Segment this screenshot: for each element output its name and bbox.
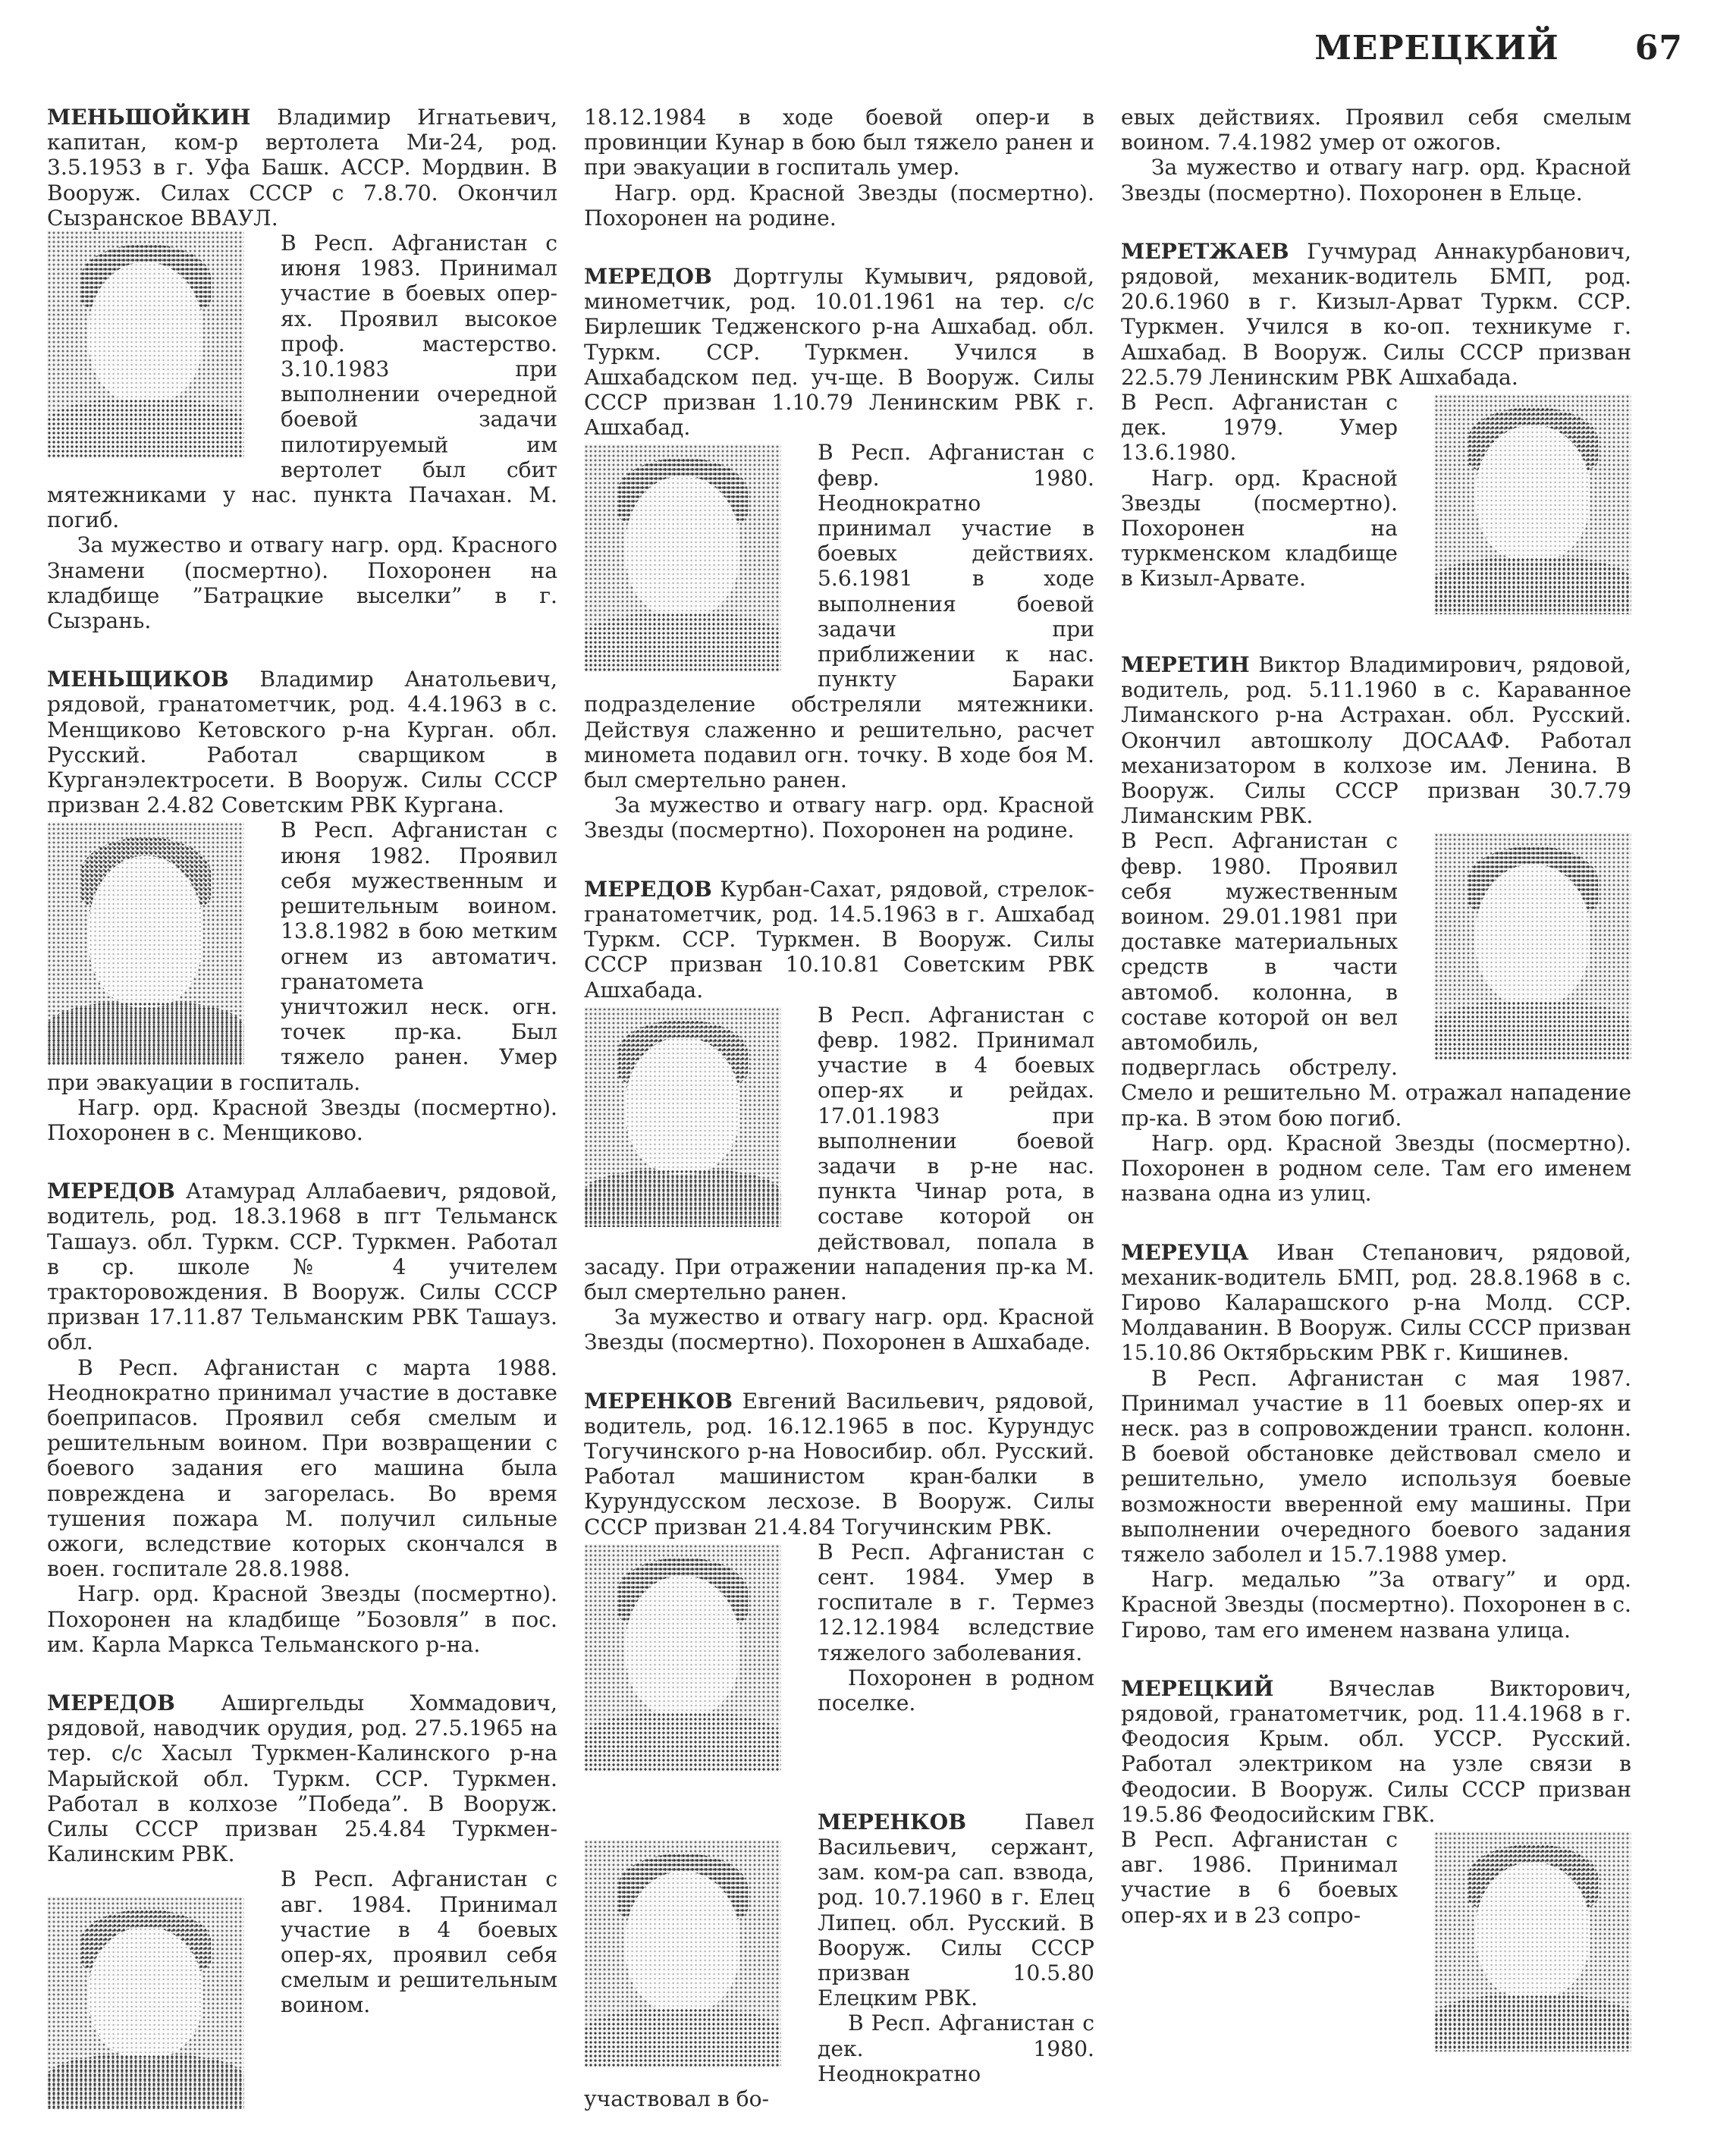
entry-merenkov-pavel — [584, 1810, 1094, 2111]
surname: МЕРЕДОВ — [47, 1179, 175, 1204]
running-head-title: МЕРЕЦКИЙ — [1314, 29, 1559, 67]
entry-paragraph: Вячеслав Викторович, рядовой, гранатометчик, род. 11.4.1968 в г. Феодосия Крым. обл. УССР. Русский. Работал электриком на узле связи в Феодосии. В Вооруж. Силы СССР призван 19.5.86 Феодосийским ГВК. — [1121, 1675, 1631, 1827]
photo-face — [89, 1927, 203, 2059]
running-head — [1314, 29, 1683, 67]
entry-heading-line — [1121, 1676, 1631, 1827]
portrait-photo — [47, 822, 244, 1065]
entry-meretskiy — [1121, 1676, 1631, 2056]
entry-heading-line — [584, 264, 1094, 440]
entry-paragraph: В Респ. Афганистан с февр. 1982. Принимал участие в 4 боевых опер-ях и рейдах. 17.01.1983 при выполнении боевой задачи в р-не нас. пункта Чинар рота, в составе которой он действовал, попала в засаду. При отражении нападения пр-ка М. был смертельно ранен. — [584, 1002, 1094, 1304]
entry-paragraph: Владимир Анатольевич, рядовой, гранатометчик, род. 4.4.1963 в с. Менщиково Кетовского р-на Курган. обл. Русский. Работал сварщиком в Курганэлектросети. В Вооруж. Силы СССР призван 2.4.82 Советским РВК Кургана. — [47, 667, 557, 818]
entry-heading-line — [47, 667, 557, 818]
entry-paragraph: Нагр. орд. Красной Звезды (посмертно). Похоронен на родине. — [584, 180, 1094, 231]
surname: МЕРЕДОВ — [584, 264, 712, 290]
entry-meredov-atamurad — [47, 1179, 557, 1657]
entry-heading-line — [584, 877, 1094, 1003]
entry-paragraph: За мужество и отвагу нагр. орд. Красной Звезды (посмертно). Похоронен в Ельце. — [1121, 155, 1631, 206]
photo-shoulders — [584, 1169, 781, 1226]
entry-paragraph: В Респ. Афганистан с сент. 1984. Умер в госпитале в г. Термез 12.12.1984 вследствие тяжелого заболевания. — [818, 1539, 1094, 1665]
entry-paragraph: В Респ. Афганистан с дек. 1979. Умер 13.6.1980. — [1121, 390, 1398, 466]
page-number: 67 — [1634, 29, 1683, 67]
portrait-photo — [1434, 833, 1631, 1060]
photo-face — [626, 1872, 740, 2013]
entry-paragraph: Нагр. орд. Красной Звезды (посмертно). Похоронен в с. Менщиково. — [47, 1094, 557, 1145]
surname: МЕРЕУЦА — [1121, 1239, 1249, 1265]
photo-face — [1476, 1863, 1590, 1999]
column-2 — [584, 105, 1094, 2145]
photo-shoulders — [584, 2008, 781, 2067]
column-3 — [1121, 105, 1631, 2089]
entry-paragraph: Павел Васильевич, сержант, зам. ком-ра сап. взвода, род. 10.7.1960 в г. Елец Липец. обл. Русский. В Вооруж. Силы СССР призван 10.5.80 Елецким РВК. — [818, 1809, 1094, 2011]
surname: МЕРЕДОВ — [584, 876, 712, 902]
portrait-photo — [1434, 1832, 1631, 2051]
entry-paragraph: За мужество и отвагу нагр. орд. Красного Знамени (посмертно). Похоронен на кладбище ”Батрацкие выселки” в г. Сызрань. — [47, 532, 557, 634]
entry-paragraph: В Респ. Афганистан с марта 1988. Неоднократно принимал участие в доставке боеприпасов. Проявил себя смелым и решительным воином. При возвращении с боевого задания его машина была повреждена и загорелась. Во время тушения пожара М. получил сильные ожоги, вследствие которых скончался в воен. госпитале 28.8.1988. — [47, 1354, 557, 1582]
photo-shoulders — [1434, 1001, 1631, 1060]
surname: МЕНЬЩИКОВ — [47, 667, 229, 692]
portrait-photo — [584, 1544, 781, 1772]
entry-mereutsa — [1121, 1240, 1631, 1643]
entry-paragraph: 18.12.1984 в ходе боевой опер-и в провинции Кунар в бою был тяжело ранен и при эвакуации в госпиталь умер. — [584, 105, 1094, 180]
entry-heading-line — [1121, 239, 1631, 390]
entry-paragraph: В Респ. Афганистан с мая 1987. Принимал участие в 11 боевых опер-ях и неск. раз в сопровождении трансп. колонн. В боевой обстановке действовал смело и решительно, умело используя боевые возможности вверенной ему машины. При выполнении очередного боевого задания тяжело заболел и 15.7.1988 умер. — [1121, 1365, 1631, 1567]
photo-face — [626, 476, 740, 617]
entry-paragraph: Нагр. орд. Красной Звезды (посмертно). Похоронен на туркменском кладбище в Кизыл-Арвате. — [1121, 465, 1398, 592]
entry-paragraph: Дортгулы Кумывич, рядовой, минометчик, род. 10.01.1961 на тер. с/с Бирлешик Тедженского р-на Ашхабад. обл. Туркм. ССР. Туркмен. Учился в Ашхабадском пед. уч-ще. В Вооруж. Силы СССР призван 1.10.79 Ленинским РВК г. Ашхабад. — [584, 264, 1095, 441]
entry-meredov-ashirgeldy — [47, 1690, 557, 2114]
entry-paragraph: Евгений Васильевич, рядовой, водитель, род. 16.12.1965 в пос. Курундус Тогучинского р-на Новосибир. обл. Русский. Работал машинистом кран-балки в Курундусском лесхозе. В Вооруж. Силы СССР призван 21.4.84 Тогучинским РВК. — [584, 1388, 1094, 1540]
entry-meredov-dortguly — [584, 264, 1094, 843]
entry-paragraph: За мужество и отвагу нагр. орд. Красной Звезды (посмертно). Похоронен в Ашхабаде. — [584, 1304, 1094, 1355]
entry-paragraph: Похоронен в родном поселке. — [818, 1665, 1094, 1715]
surname: МЕРЕНКОВ — [584, 1388, 733, 1414]
entry-paragraph: В Респ. Афганистан с авг. 1984. Принимал участие в 4 боевых опер-ях, проявил себя смелым и решительным воином. — [281, 1866, 557, 2018]
photo-shoulders — [584, 1712, 781, 1772]
entry-menshoykin — [47, 105, 557, 633]
entry-paragraph: В Респ. Афганистан с июня 1983. Принимал участие в боевых опер-ях. Проявил высокое проф. мастерство. 3.10.1983 при выполнении очередной боевой задачи пилотируемый им вертолет был сбит мятежниками у нас. пункта Пачахан. М. погиб. — [47, 231, 557, 533]
entry-paragraph: Нагр. орд. Красной Звезды (посмертно). Похоронен в родном селе. Там его именем названа одна из улиц. — [1121, 1130, 1631, 1207]
surname: МЕНЬШОЙКИН — [47, 105, 251, 130]
entry-meretzhaev — [1121, 239, 1631, 619]
surname: МЕРЕЦКИЙ — [1121, 1675, 1274, 1701]
entry-meretin — [1121, 652, 1631, 1206]
photo-shoulders — [1434, 1995, 1631, 2051]
entry-paragraph: Иван Степанович, рядовой, механик-водитель БМП, род. 28.8.1968 в с. Гирово Каларашского р-на Молд. ССР. Молдаванин. В Вооруж. Силы СССР призван 15.10.86 Октябрьским РВК г. Кишинев. — [1121, 1239, 1631, 1366]
entry-paragraph: Атамурад Аллабаевич, рядовой, водитель, род. 18.3.1968 в пгт Тельманск Ташауз. обл. Туркм. ССР. Туркмен. Работал в ср. школе № 4 учителем тракторовождения. В Вооруж. Силы СССР призван 17.11.87 Тельманским РВК Ташауз. обл. — [47, 1179, 557, 1355]
photo-face — [626, 1576, 740, 1717]
entry-paragraph: В Респ. Афганистан с дек. 1980. Неоднократно участвовал в бо- — [584, 2010, 1094, 2111]
surname: МЕРЕДОВ — [47, 1690, 175, 1715]
surname: МЕРЕНКОВ — [818, 1809, 967, 1835]
portrait-photo — [584, 1840, 781, 2067]
entry-heading-line — [47, 1179, 557, 1354]
entry-meredov-kurban-sakhat — [584, 877, 1094, 1355]
entry-paragraph: Курбан-Сахат, рядовой, стрелок-гранатометчик, род. 14.5.1963 в г. Ашхабад Туркм. ССР. Туркмен. В Вооруж. Силы СССР призван 10.10.81 Советским РВК Ашхабада. — [584, 876, 1094, 1003]
photo-face — [1476, 425, 1590, 562]
entry-heading-line — [47, 105, 557, 231]
surname: МЕРЕТЖАЕВ — [1121, 238, 1289, 264]
entry-menshchikov — [47, 667, 557, 1145]
photo-shoulders — [47, 1002, 244, 1065]
entry-paragraph: Владимир Игнатьевич, капитан, ком-р вертолета Ми-24, род. 3.5.1953 в г. Уфа Башк. АССР. Мордвин. В Вооруж. Силах СССР с 7.8.70. Окончил Сызранское ВВАУЛ. — [47, 105, 557, 231]
portrait-photo — [584, 444, 781, 672]
portrait-photo — [47, 1897, 244, 2109]
entry-paragraph: В Респ. Афганистан с февр. 1980. Проявил себя мужественным воином. 29.01.1981 при доставке материальных средств в части автомоб. колонна, в составе которой он вел автомобиль, подверглась обстрелу. Смело и решительно М. отражал нападение пр-ка. В этом бою погиб. — [1121, 828, 1631, 1131]
portrait-photo — [47, 231, 244, 458]
photo-shoulders — [1434, 557, 1631, 614]
photo-shoulders — [47, 399, 244, 458]
entry-paragraph: Нагр. медалью ”За отвагу” и орд. Красной Звезды (посмертно). Похоронен в с. Гирово, там его именем названа улица. — [1121, 1567, 1631, 1643]
entry-paragraph: Виктор Владимирович, рядовой, водитель, род. 5.11.1960 в с. Караванное Лиманского р-на Астрахан. обл. Русский. Окончил автошколу ДОСААФ. Работал механизатором в колхозе им. Ленина. В Вооруж. Силы СССР призван 30.7.79 Лиманским РВК. — [1121, 652, 1631, 829]
entry-paragraph: Аширгельды Хоммадович, рядовой, наводчик орудия, род. 27.5.1965 на тер. с/с Хасыл Туркмен-Калинского р-на Марыйской обл. Туркм. ССР. Туркмен. Работал в колхозе ”Победа”. В Вооруж. Силы СССР призван 25.4.84 Туркмен-Калинским РВК. — [47, 1690, 557, 1867]
entry-paragraph: Нагр. орд. Красной Звезды (посмертно). Похоронен на кладбище ”Бозовля” в пос. им. Карла Маркса Тельманского р-на. — [47, 1581, 557, 1657]
entry-paragraph: В Респ. Афганистан с июня 1982. Проявил себя мужественным и решительным воином. 13.8.1982 в бою метким огнем из автоматич. гранатомета уничтожил неск. огн. точек пр-ка. Был тяжело ранен. Умер при эвакуации в госпиталь. — [47, 818, 557, 1095]
entry-paragraph: За мужество и отвагу нагр. орд. Красной Звезды (посмертно). Похоронен на родине. — [584, 793, 1094, 843]
entry-paragraph: В Респ. Афганистан с авг. 1986. Принимал участие в 6 боевых опер-ях и в 23 сопро- — [1121, 1826, 1398, 1928]
entry-heading-line — [1121, 1240, 1631, 1366]
entry-paragraph: евых действиях. Проявил себя смелым воином. 7.4.1982 умер от ожогов. — [1121, 105, 1631, 155]
entry-heading-line — [1121, 652, 1631, 828]
entry-paragraph: Гучмурад Аннакурбанович, рядовой, механик-водитель БМП, род. 20.6.1960 в г. Кизыл-Арват Туркм. ССР. Туркмен. Учился в ко-оп. техникуме г. Ашхабад. В Вооруж. Силы СССР призван 22.5.79 Ленинским РВК Ашхабада. — [1121, 238, 1631, 390]
entry-merenkov-evgeniy — [584, 1389, 1094, 1776]
entry-heading-line — [47, 1690, 557, 1866]
portrait-photo — [1434, 394, 1631, 614]
entry-continuation — [1121, 105, 1631, 206]
photo-shoulders — [584, 613, 781, 672]
photo-face — [89, 262, 203, 403]
photo-face — [1476, 865, 1590, 1006]
portrait-photo — [584, 1007, 781, 1227]
entry-paragraph: В Респ. Афганистан с февр. 1980. Неоднократно принимал участие в боевых действиях. 5.6.1981 в ходе выполнения боевой задачи при приближении к нас. пункту Бараки подразделение обстреляли мятежники. Действуя слаженно и решительно, расчет миномета подавил огн. точку. В ходе боя М. был смертельно ранен. — [584, 440, 1094, 793]
photo-face — [626, 1037, 740, 1174]
entry-continuation — [584, 105, 1094, 231]
photo-shoulders — [47, 2054, 244, 2110]
photo-face — [89, 856, 203, 1006]
entry-heading-line — [584, 1389, 1094, 1540]
surname: МЕРЕТИН — [1121, 652, 1250, 678]
column-1 — [47, 105, 557, 2147]
